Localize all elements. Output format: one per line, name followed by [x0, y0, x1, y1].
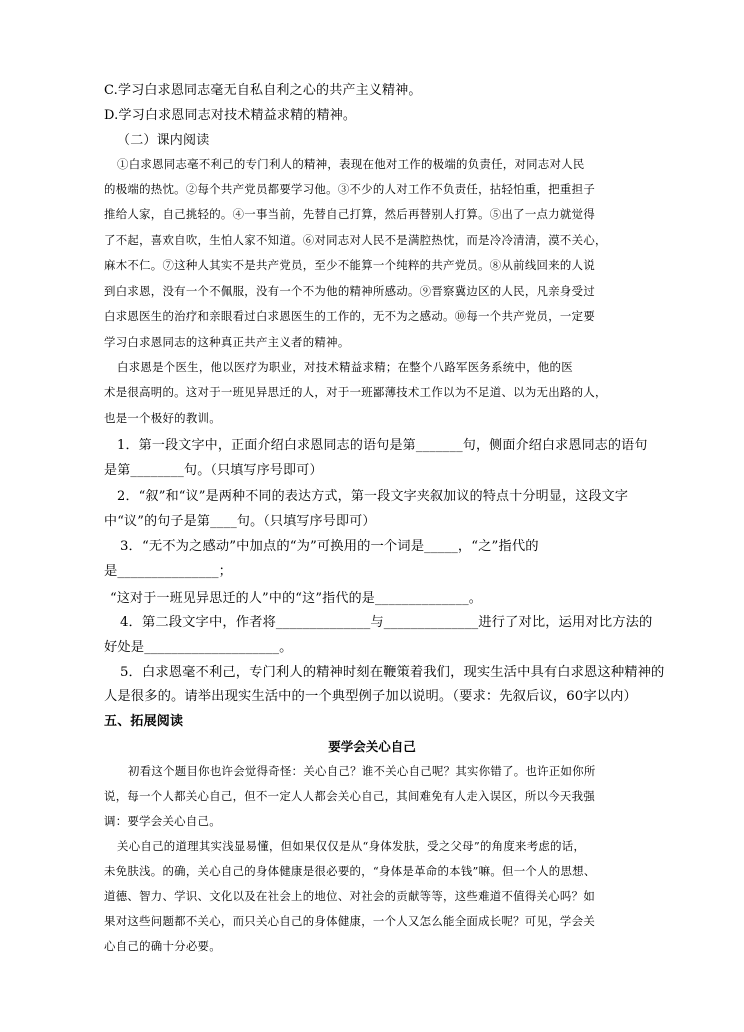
passage-line: 学习白求恩同志的这种真正共产主义者的精神。: [104, 335, 350, 349]
question-2: 2．“叙”和“议”是两种不同的表达方式，第一段文字夹叙加议的特点十分明显，这段文字: [117, 489, 629, 504]
question-3-sub: “这对于一班见异思迁的人”中的“这”指代的是______________。: [110, 591, 482, 606]
question-5-cont: 人是很多的。请举出现实生活中的一个典型例子加以说明。（要求：先叙后议，60字以内）: [104, 689, 637, 704]
article-line: 初看这个题目你也许会觉得奇怪：关心自己？谁不关心自己呢？其实你错了。也许正如你所: [128, 764, 596, 778]
article-line: 关心自己的道理其实浅显易懂，但如果仅仅是从“身体发肤，受之父母”的角度来考虑的话，: [117, 839, 586, 853]
passage-line: 的极端的热忱。②每个共产党员都要学习他。③不少的人对工作不负责任，拈轻怕重，把重担子: [104, 182, 596, 196]
question-4-cont: 好处是____________________。: [104, 640, 293, 655]
question-2-cont: 中“议”的句子是第____句。（只填写序号即可）: [104, 514, 376, 529]
passage-line: 到白求恩，没有一个不佩服，没有一个不为他的精神所感动。⑨晋察冀边区的人民，凡亲身受过: [104, 284, 596, 298]
article-line: 调：要学会关心自己。: [104, 814, 221, 828]
article-line: 果对这些问题都不关心，而只关心自己的身体健康，一个人又怎么能全面成长呢？可见，学会关: [104, 914, 596, 928]
question-1: 1．第一段文字中，正面介绍白求恩同志的语句是第_______句，侧面介绍白求恩同志的语句: [117, 438, 648, 453]
article-line: 未免肤浅。的确，关心自己的身体健康是很必要的，“身体是革命的本钱”嘛。但一个人的思想、: [104, 864, 596, 878]
question-4: 4．第二段文字中，作者将______________与______________进行了对比，运用对比方法的: [120, 615, 653, 630]
passage-line: 了不起，喜欢自吹，生怕人家不知道。⑥对同志对人民不是满腔热忱，而是冷冷清清，漠不关心，: [104, 233, 607, 247]
passage-line: 白求恩是个医生，他以医疗为职业，对技术精益求精；在整个八路军医务系统中，他的医: [117, 360, 573, 374]
article-title: 要学会关心自己: [328, 739, 416, 754]
question-5: 5．白求恩毫不利己，专门利人的精神时刻在鞭策着我们，现实生活中具有白求恩这种精神的: [120, 665, 665, 680]
passage-line: ①白求恩同志毫不利己的专门利人的精神，表现在他对工作的极端的负责任，对同志对人民: [117, 157, 585, 171]
question-3: 3．“无不为之感动”中加点的“为”可换用的一个词是_____，“之”指代的: [120, 539, 539, 554]
passage-line: 推给人家，自己挑轻的。④一事当前，先替自己打算，然后再替别人打算。⑤出了一点力就觉得: [104, 207, 596, 221]
passage-line: 术是很高明的。这对于一班见异思迁的人，对于一班鄙薄技术工作以为不足道、以为无出路的人，: [104, 385, 607, 399]
article-line: 心自己的确十分必要。: [104, 939, 221, 953]
question-1-cont: 是第________句。（只填写序号即可）: [104, 463, 323, 478]
question-3-cont: 是_______________；: [104, 564, 233, 579]
article-line: 说，每一个人都关心自己，但不一定人人都会关心自己，其间难免有人走入误区，所以今天我强: [104, 789, 596, 803]
article-line: 道德、智力、学识、文化以及在社会上的地位、对社会的贡献等等，这些难道不值得关心吗？如: [104, 889, 596, 903]
section-heading-in-class-reading: （二）课内阅读: [117, 133, 210, 148]
section-heading-extended-reading: 五、拓展阅读: [104, 714, 184, 729]
option-c: C.学习白求恩同志毫无自私自利之心的共产主义精神。: [104, 83, 422, 98]
passage-line: 麻木不仁。⑦这种人其实不是共产党员，至少不能算一个纯粹的共产党员。⑧从前线回来的人说: [104, 258, 596, 272]
option-d: D.学习白求恩同志对技术精益求精的精神。: [104, 108, 357, 123]
passage-line: 白求恩医生的治疗和亲眼看过白求恩医生的工作的，无不为之感动。⑩每一个共产党员，一定要: [104, 309, 596, 323]
passage-line: 也是一个极好的教训。: [104, 411, 221, 425]
